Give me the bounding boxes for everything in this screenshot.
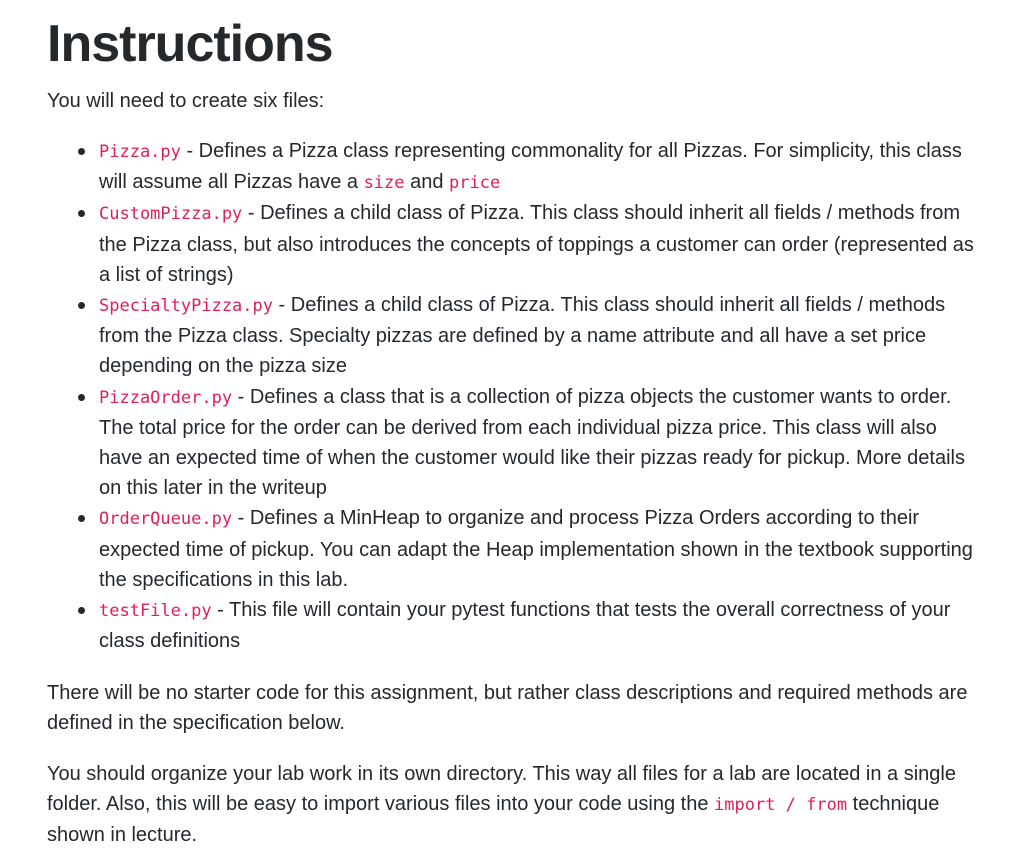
inline-code-price: price: [449, 173, 501, 194]
organize-paragraph: [47, 759, 984, 850]
organize-text: You should organize your lab work in its own directory. This way all files for a lab are located in a single folder. Also, this will be easy to import various files into your code using the: [47, 763, 956, 816]
filename-code: SpecialtyPizza.py: [99, 296, 273, 317]
file-description: - This file will contain your pytest functions that tests the overall correctness of your class definitions: [99, 599, 951, 653]
file-description: - Defines a child class of Pizza. This class should inherit all fields / methods from the Pizza class. Specialty pizzas are defined by a name attribute and all have a set price depending on the pizza size: [99, 294, 946, 378]
list-item-testfile: [99, 595, 984, 656]
filename-code: PizzaOrder.py: [99, 387, 233, 408]
bullet-icon: [78, 148, 85, 155]
file-description: - Defines a Pizza class representing commonality for all Pizzas. For simplicity, this class will assume all Pizzas have a: [99, 140, 962, 194]
bullet-icon: [78, 515, 85, 522]
bullet-icon: [78, 210, 85, 217]
bullet-icon: [78, 394, 85, 401]
filename-code: Pizza.py: [99, 142, 181, 162]
list-item-pizza: [99, 136, 984, 198]
file-description: - Defines a child class of Pizza. This class should inherit all fields / methods from the Pizza class, but also introduces the concepts of toppings a customer can order (represented as a list of strings): [99, 202, 974, 286]
list-item-specialtypizza: [99, 290, 984, 382]
starter-code-paragraph: There will be no starter code for this assignment, but rather class descriptions and required methods are defined in the specification below.: [47, 682, 968, 735]
list-item-pizzaorder: [99, 382, 984, 504]
list-item-custompizza: [99, 198, 984, 290]
filename-code: testFile.py: [99, 601, 212, 622]
organize-text-end: technique shown in lecture.: [47, 793, 940, 847]
file-list: [47, 136, 984, 656]
file-description-cont: and: [404, 171, 449, 194]
filename-code: CustomPizza.py: [99, 204, 243, 225]
list-item-orderqueue: [99, 503, 984, 595]
file-description: - Defines a class that is a collection of pizza objects the customer wants to order. The total price for the order can be derived from each individual pizza price. This class will also have an expected time of when the customer would like their pizzas ready for pickup. More details on this later in the writeup: [99, 385, 965, 500]
intro-text: You will need to create six files:: [47, 90, 325, 112]
inline-code-import: import / from: [714, 795, 848, 816]
bullet-icon: [78, 302, 85, 309]
bullet-icon: [78, 607, 85, 614]
filename-code: OrderQueue.py: [99, 509, 233, 530]
inline-code-size: size: [363, 173, 405, 194]
file-description: - Defines a MinHeap to organize and process Pizza Orders according to their expected time of pickup. You can adapt the Heap implementation shown in the textbook supporting the specifications in this lab.: [99, 507, 973, 591]
page-title: Instructions: [47, 15, 333, 73]
